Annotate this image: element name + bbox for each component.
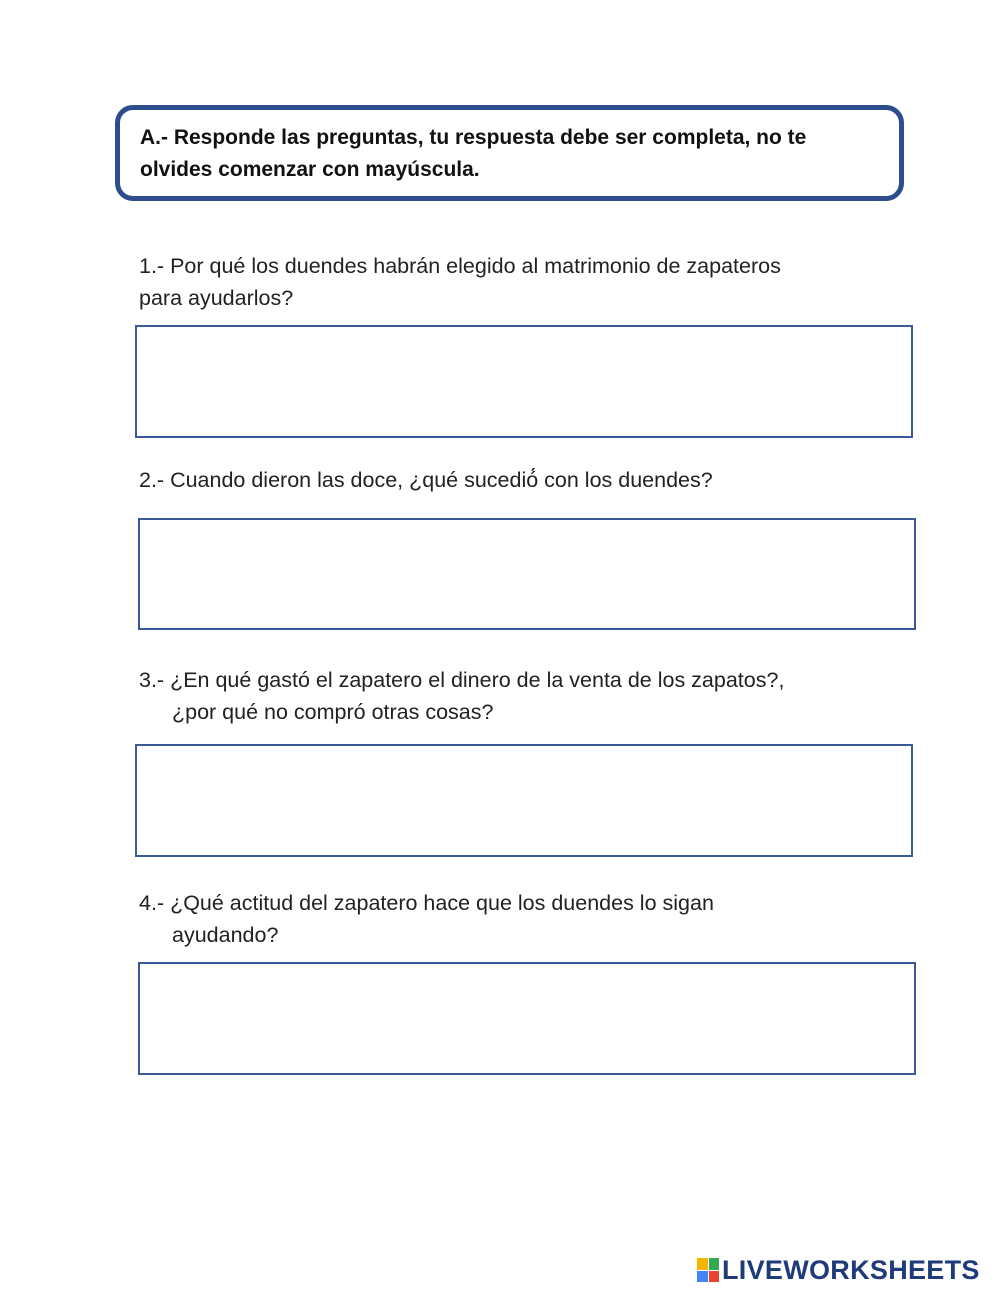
logo-cell-3 xyxy=(697,1271,708,1283)
answer-input-2[interactable] xyxy=(138,518,916,630)
question-4-line-2: ayudando? xyxy=(172,923,279,947)
question-3-line-1: 3.- ¿En qué gastó el zapatero el dinero de la venta de los zapatos?, xyxy=(139,668,785,692)
logo-cell-2 xyxy=(709,1258,720,1270)
instruction-line-2: olvides comenzar con mayúscula. xyxy=(140,158,480,181)
question-2 xyxy=(139,464,899,496)
question-2-line-1: 2.- Cuando dieron las doce, ¿qué sucedió́ con los duendes? xyxy=(139,468,713,492)
instruction-box xyxy=(115,105,904,201)
liveworksheets-logo-icon xyxy=(697,1258,719,1282)
instruction-text xyxy=(140,122,879,186)
question-3-line-2: ¿por qué no compró otras cosas? xyxy=(172,700,494,724)
instruction-line-1: A.- Responde las preguntas, tu respuesta debe ser completa, no te xyxy=(140,126,807,149)
brand-watermark xyxy=(697,1255,980,1285)
logo-cell-4 xyxy=(709,1271,720,1283)
question-3 xyxy=(139,664,899,728)
question-1-line-1: 1.- Por qué los duendes habrán elegido al matrimonio de zapateros xyxy=(139,254,781,278)
brand-name: LIVEWORKSHEETS xyxy=(722,1254,980,1285)
answer-input-4[interactable] xyxy=(138,962,916,1075)
question-1-line-2: para ayudarlos? xyxy=(139,286,294,310)
logo-cell-1 xyxy=(697,1258,708,1270)
question-4-line-1: 4.- ¿Qué actitud del zapatero hace que los duendes lo sigan xyxy=(139,891,714,915)
answer-input-3[interactable] xyxy=(135,744,913,857)
question-1 xyxy=(139,250,899,314)
answer-input-1[interactable] xyxy=(135,325,913,438)
question-4 xyxy=(139,887,899,951)
